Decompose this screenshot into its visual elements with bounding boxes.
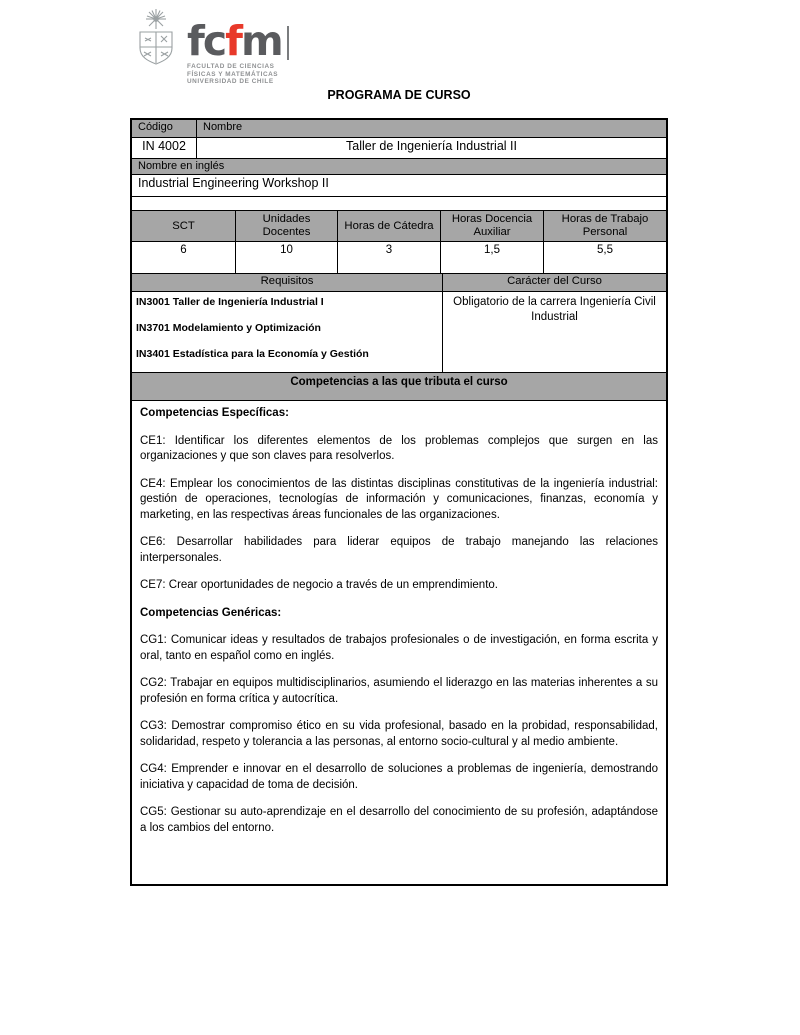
fcfm-wordmark	[187, 17, 289, 65]
page-title: PROGRAMA DE CURSO	[327, 88, 471, 102]
row-codigo-header	[132, 120, 666, 138]
faculty-name	[187, 63, 289, 86]
nombre-ingles-value: Industrial Engineering Workshop II	[138, 176, 329, 190]
codigo-value: IN 4002	[132, 138, 197, 158]
competencias-body	[132, 401, 666, 884]
row-competencias-body	[132, 401, 666, 884]
competencias-especificas-title: Competencias Específicas:	[140, 407, 289, 419]
course-program-table	[130, 118, 668, 886]
nombre-label: Nombre	[197, 120, 666, 137]
requisitos-list	[132, 292, 443, 372]
row-requisitos-header	[132, 274, 666, 292]
wordmark-fc: fc	[187, 17, 226, 65]
competencia-ce1: CE1: Identificar los diferentes elementos de los problemas complejos que surgen en las organizaciones y que son claves para resolverlos.	[140, 434, 658, 462]
row-codigo-values	[132, 138, 666, 159]
faculty-name-line3: UNIVERSIDAD DE CHILE	[187, 78, 274, 86]
competencia-cg2: CG2: Trabajar en equipos multidisciplinarios, asumiendo el liderazgo en las materias inherentes a su profesión en forma crítica y autocrítica.	[140, 677, 658, 705]
row-nombre-ingles-value	[132, 175, 666, 197]
competencia-ce6: CE6: Desarrollar habilidades para liderar equipos de trabajo manejando las relaciones interpersonales.	[140, 536, 658, 564]
requisitos-label: Requisitos	[132, 274, 443, 291]
competencia-ce7: CE7: Crear oportunidades de negocio a través de un emprendimiento.	[140, 579, 498, 591]
wordmark-f-red: f	[225, 17, 241, 65]
wordmark-m: m	[241, 17, 282, 65]
sct-value: 6	[132, 242, 236, 273]
row-nombre-ingles-header	[132, 159, 666, 175]
horas-catedra-header: Horas de Cátedra	[338, 211, 441, 241]
competencia-cg3: CG3: Demostrar compromiso ético en su vida profesional, basado en la probidad, responsabilidad, solidaridad, respeto y tolerancia a las personas, al entorno socio-cultural y al medio ambiente.	[140, 720, 658, 748]
competencias-genericas-title: Competencias Genéricas:	[140, 606, 282, 619]
unidades-docentes-value: 10	[236, 242, 338, 273]
table-spacer-row	[132, 197, 666, 210]
horas-docencia-auxiliar-value: 1,5	[441, 242, 544, 273]
row-hours-values	[132, 242, 666, 274]
horas-trabajo-personal-value: 5,5	[597, 244, 613, 256]
codigo-label: Código	[132, 120, 197, 137]
row-hours-header	[132, 210, 666, 242]
university-crest-icon	[133, 8, 179, 66]
competencia-cg1: CG1: Comunicar ideas y resultados de trabajos profesionales o de investigación, en forma escrita y oral, tanto en español como en inglés.	[140, 634, 658, 662]
nombre-value: Taller de Ingeniería Industrial II	[346, 139, 517, 153]
competencia-cg4: CG4: Emprender e innovar en el desarrollo de soluciones a problemas de ingeniería, demostrando iniciativa y capacidad de toma de decisión.	[140, 763, 658, 791]
competencia-ce4: CE4: Emplear los conocimientos de las distintas disciplinas constitutivas de la ingeniería industrial: gestión de operaciones, tecnologías de información y comunicaciones, finanzas, economía y marketing, en las respectivas áreas funcionales de las organizaciones.	[140, 477, 658, 521]
row-requisitos-values	[132, 292, 666, 373]
caracter-label: Carácter del Curso	[443, 274, 666, 291]
horas-trabajo-personal-header: Horas de Trabajo Personal	[544, 211, 666, 241]
requisito-item-3: IN3401 Estadística para la Economía y Gestión	[136, 348, 369, 360]
faculty-name-line2: FÍSICAS Y MATEMÁTICAS	[187, 70, 279, 78]
requisito-item-1: IN3001 Taller de Ingeniería Industrial I	[136, 296, 324, 308]
caracter-value: Obligatorio de la carrera Ingeniería Civil Industrial	[453, 296, 656, 323]
horas-docencia-auxiliar-header: Horas Docencia Auxiliar	[441, 211, 544, 241]
row-competencias-header	[132, 373, 666, 401]
requisito-item-2: IN3701 Modelamiento y Optimización	[136, 322, 321, 334]
sct-header: SCT	[132, 211, 236, 241]
competencias-header: Competencias a las que tributa el curso	[132, 373, 666, 400]
horas-catedra-value: 3	[338, 242, 441, 273]
unidades-docentes-header: Unidades Docentes	[236, 211, 338, 241]
nombre-ingles-label: Nombre en inglés	[132, 159, 666, 174]
faculty-name-line1: FACULTAD DE CIENCIAS	[187, 63, 275, 70]
wordmark-bar	[287, 26, 289, 60]
fcfm-logo	[133, 8, 289, 86]
competencia-cg5: CG5: Gestionar su auto-aprendizaje en el desarrollo del conocimiento de su profesión, adaptándose a los cambios del entorno.	[140, 806, 658, 834]
